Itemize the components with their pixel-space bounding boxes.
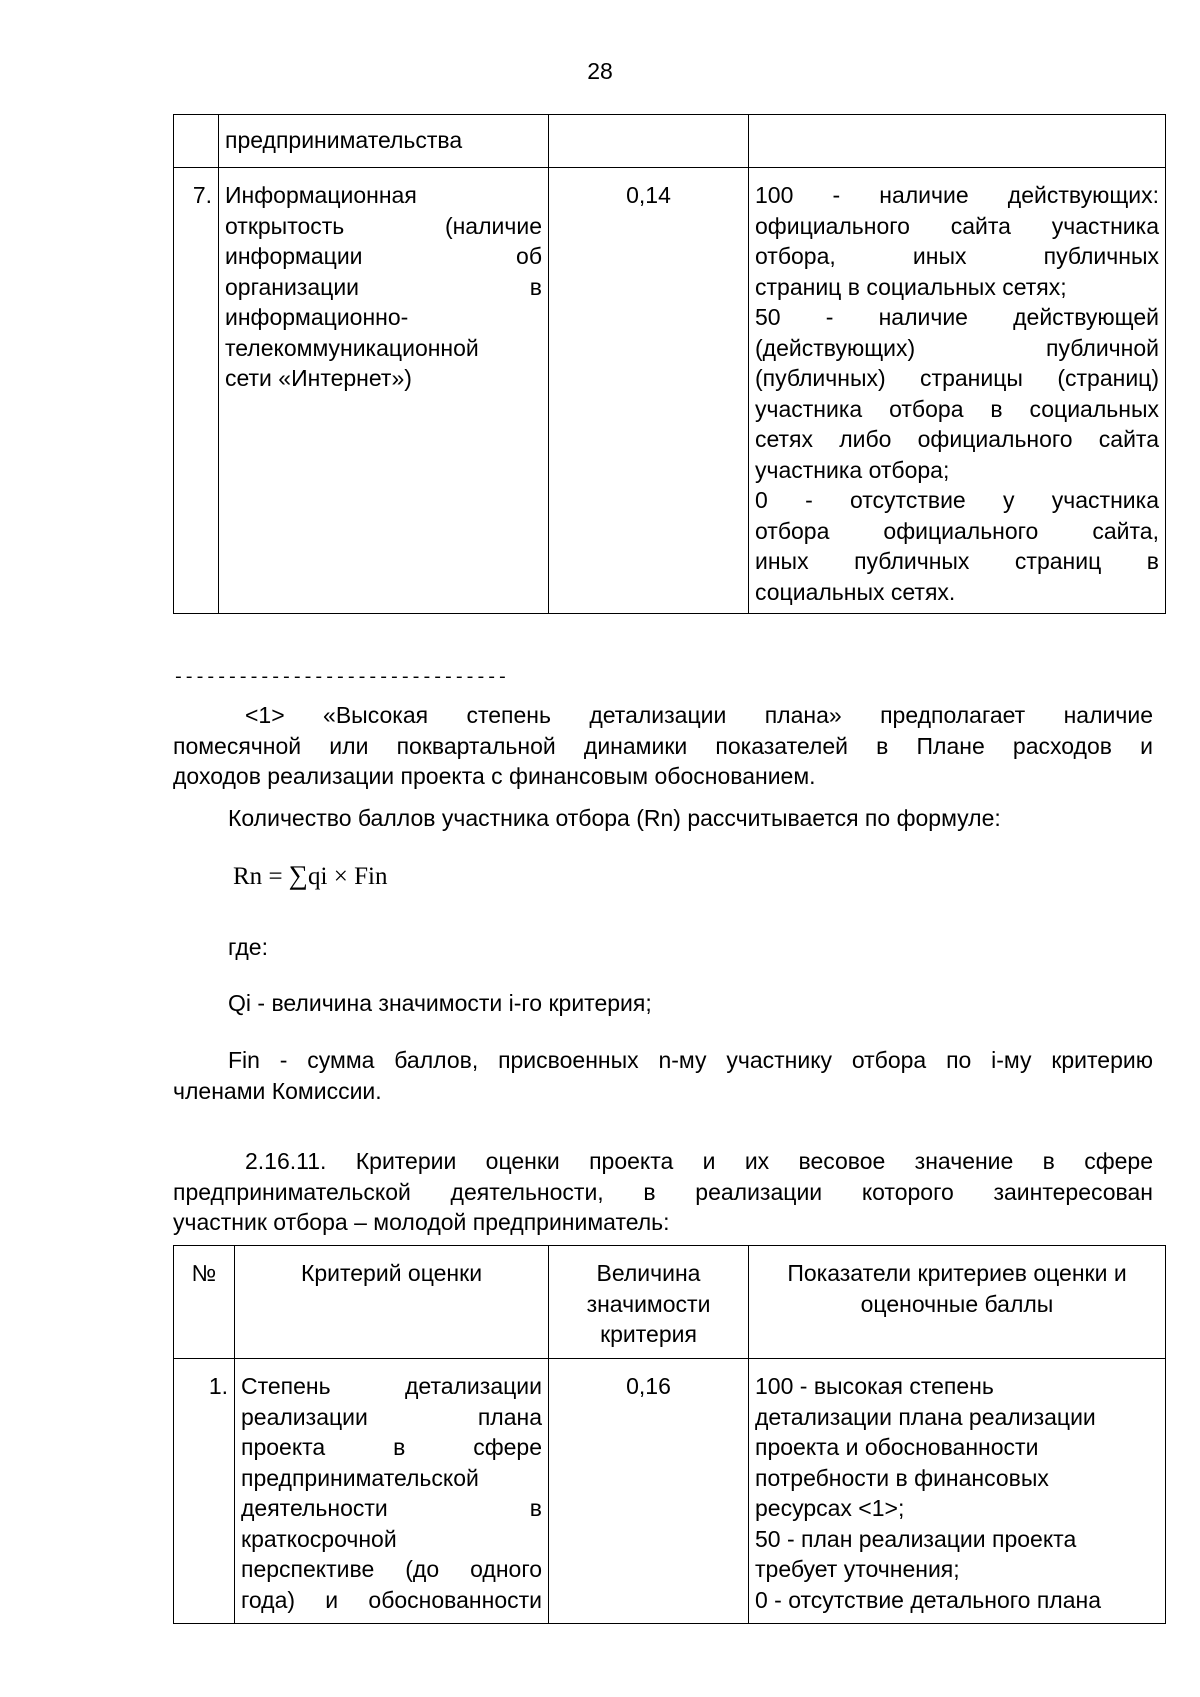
header-number: № <box>174 1246 235 1359</box>
indicator-line: сетях либо официального сайта <box>755 426 1159 452</box>
footnote-line: доходов реализации проекта с финансовым обоснованием. <box>173 763 816 789</box>
footnote <box>173 700 1153 792</box>
section-heading <box>173 1146 1153 1238</box>
formula-left: Rn <box>233 863 263 890</box>
criterion-line: телекоммуникационной <box>225 334 479 361</box>
section-line: участник отбора – молодой предприниматель: <box>173 1209 670 1235</box>
criterion-line: года) и обоснованности <box>241 1586 542 1613</box>
criterion-line: предпринимательской <box>241 1464 479 1491</box>
criterion-line: Информационная <box>225 182 417 208</box>
criterion-cell: предпринимательства <box>219 115 549 168</box>
table-row <box>174 1359 1166 1624</box>
value-cell <box>549 115 749 168</box>
qi-definition: Qi - величина значимости i-го критерия; <box>228 990 652 1016</box>
indicator-line: 100 - наличие действующих: <box>755 182 1159 208</box>
indicator-line: требует уточнения; <box>755 1556 960 1582</box>
indicator-line: ресурсах <1>; <box>755 1495 905 1521</box>
indicator-line: детализации плана реализации <box>755 1403 1096 1430</box>
fin-definition <box>173 1045 1153 1106</box>
indicator-line: отбора, иных публичных <box>755 243 1159 269</box>
table-row <box>174 168 1166 614</box>
indicator-line: участника отбора; <box>755 456 950 483</box>
fin-line: членами Комиссии. <box>173 1077 382 1104</box>
formula-right: qi × Fin <box>308 863 388 890</box>
criterion-cell <box>219 168 549 614</box>
indicator-line: проекта и обоснованности <box>755 1434 1039 1460</box>
row-number <box>174 115 219 168</box>
indicator-line: 0 - отсутствие у участника <box>755 487 1159 513</box>
criterion-line: организации в <box>225 273 542 300</box>
indicator-line: 100 - высокая степень <box>755 1373 994 1399</box>
criterion-line: открытость (наличие <box>225 212 542 239</box>
formula <box>233 860 387 891</box>
table-header-row <box>174 1246 1166 1359</box>
indicators-cell <box>749 168 1166 614</box>
indicator-line: (публичных) страницы (страниц) <box>755 365 1159 391</box>
indicator-line: (действующих) публичной <box>755 334 1159 361</box>
criterion-line: проекта в сфере <box>241 1434 542 1460</box>
header-value-line: критерия <box>600 1321 697 1347</box>
indicators-cell <box>749 115 1166 168</box>
value-cell: 0,14 <box>549 168 749 614</box>
indicator-line: 50 - план реализации проекта <box>755 1525 1077 1552</box>
criterion-line: Степень детализации <box>241 1373 542 1399</box>
formula-intro: Количество баллов участника отбора (Rn) рассчитывается по формуле: <box>228 805 1001 831</box>
header-criterion: Критерий оценки <box>235 1246 549 1359</box>
header-indicators-line: Показатели критериев оценки и <box>787 1260 1127 1286</box>
indicator-line: социальных сетях. <box>755 578 956 605</box>
indicator-line: страниц в социальных сетях; <box>755 273 1067 300</box>
criterion-cell <box>235 1359 549 1624</box>
fin-line: Fin - сумма баллов, присвоенных n-му участнику отбора по i-му критерию <box>228 1047 1153 1073</box>
indicator-line: потребности в финансовых <box>755 1464 1049 1491</box>
criteria-table-continued <box>173 114 1166 614</box>
row-number: 7. <box>174 168 219 614</box>
table-row <box>174 115 1166 168</box>
page-number: 28 <box>587 58 613 84</box>
header-value-line: значимости <box>586 1290 711 1317</box>
indicators-cell <box>749 1359 1166 1624</box>
value-cell: 0,16 <box>549 1359 749 1624</box>
sigma-symbol: ∑ <box>288 860 309 890</box>
indicator-line: официального сайта участника <box>755 212 1159 239</box>
indicator-line: отбора официального сайта, <box>755 517 1159 544</box>
indicator-line: 0 - отсутствие детального плана <box>755 1586 1101 1613</box>
indicator-line: 50 - наличие действующей <box>755 304 1159 330</box>
footnote-separator: ------------------------------- <box>173 668 508 688</box>
criterion-line: реализации плана <box>241 1403 542 1430</box>
indicator-line: участника отбора в социальных <box>755 395 1159 422</box>
criterion-line: деятельности в <box>241 1495 542 1521</box>
criteria-table <box>173 1245 1166 1624</box>
formula-eq: = <box>268 863 283 890</box>
criterion-line: информационно- <box>225 304 409 330</box>
header-indicators-line: оценочные баллы <box>860 1290 1054 1317</box>
criterion-line: информации об <box>225 243 542 269</box>
header-value <box>549 1246 749 1359</box>
criterion-line: сети «Интернет») <box>225 365 412 391</box>
indicator-line: иных публичных страниц в <box>755 548 1159 574</box>
section-line: предпринимательской деятельности, в реализации которого заинтересован <box>173 1178 1153 1205</box>
footnote-line: помесячной или поквартальной динамики показателей в Плане расходов и <box>173 732 1153 759</box>
criterion-line: краткосрочной <box>241 1525 397 1552</box>
row-number: 1. <box>174 1359 235 1624</box>
criterion-line: перспективе (до одного <box>241 1556 542 1582</box>
header-value-line: Величина <box>596 1260 701 1286</box>
footnote-line: <1> «Высокая степень детализации плана» предполагает наличие <box>245 702 1153 728</box>
where-label: где: <box>228 934 268 960</box>
header-indicators <box>749 1246 1166 1359</box>
section-line: 2.16.11. Критерии оценки проекта и их весовое значение в сфере <box>245 1148 1153 1174</box>
